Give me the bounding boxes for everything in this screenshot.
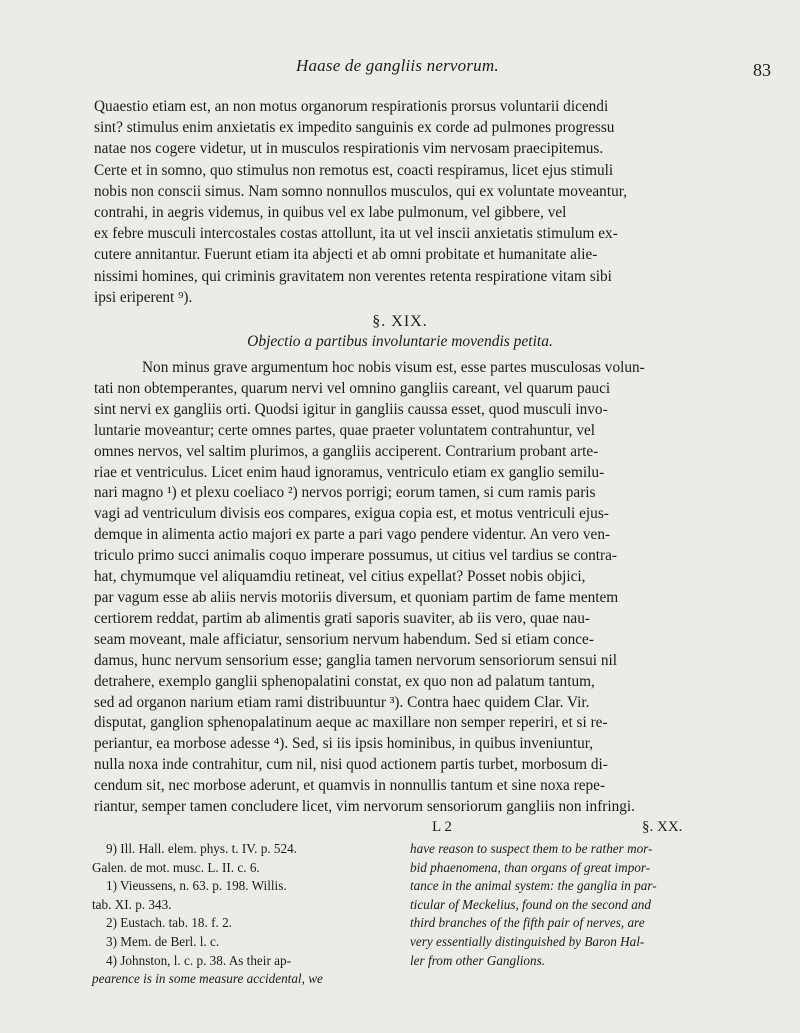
- text-line: hat, chymumque vel aliquamdiu retineat, vel citius expellat? Posset nobis objici,: [94, 568, 586, 586]
- footnote-line: very essentially distinguished by Baron Hal-: [410, 933, 645, 949]
- text-line: omnes nervos, vel saltim plurimos, a gangliis acciperent. Contrarium probant arte-: [94, 442, 599, 460]
- footnote-line: ler from other Ganglions.: [410, 952, 546, 968]
- footnote-line: 3) Mem. de Berl. l. c.: [106, 933, 220, 949]
- text-line: sed ad organon narium etiam rami distribuuntur ³). Contra haec quidem Clar. Vir.: [94, 693, 590, 711]
- text-line: luntarie moveantur; certe omnes partes, quae praeter voluntatem contrahuntur, vel: [94, 421, 596, 439]
- text-line: nulla noxa inde contrahitur, cum nil, nisi quod actionem partis turbet, morbosum di-: [94, 756, 608, 774]
- footnotes-right-column: [410, 840, 732, 970]
- footnote-line: pearence is in some measure accidental, we: [92, 971, 323, 987]
- text-line: ex febre musculi intercostales costas attollunt, ita ut vel inscii anxietatis stimulum ex-: [94, 225, 618, 243]
- text-line: tati non obtemperantes, quarum nervi vel omnino gangliis careant, vel quarum pauci: [94, 379, 611, 397]
- footnote-line: 4) Johnston, l. c. p. 38. As their ap-: [106, 952, 291, 968]
- page-number: 83: [753, 60, 771, 80]
- footnote-line: ticular of Meckelius, found on the second and: [410, 896, 651, 912]
- paragraph-2: [94, 358, 726, 818]
- text-line: certiorem reddat, partim ab alimentis grati saporis suaviter, ab iis vero, quae nau-: [94, 609, 590, 627]
- text-line: nissimi homines, qui criminis gravitatem non verentes retenta respiratione vitam sibi: [94, 267, 612, 285]
- text-line: detrahere, exemplo ganglii sphenopalatini constat, ex quo non ad palatum tantum,: [94, 672, 595, 690]
- text-line: contrahi, in aegris videmus, in quibus vel ex labe pulmonum, vel gibbere, vel: [94, 204, 567, 222]
- text-line: ipsi eriperent ⁹).: [94, 288, 193, 306]
- signature-mark: L 2: [432, 819, 452, 835]
- text-line: damus, hunc nervum sensorium esse; ganglia tamen nervorum sensoriorum sensui nil: [94, 651, 617, 669]
- text-line: demque in alimenta actio majori ex parte a pari vago pendere videntur. An vero ven-: [94, 526, 611, 544]
- text-line: Quaestio etiam est, an non motus organorum respirationis prorsus voluntarii dicendi: [94, 98, 609, 115]
- text-line: nari magno ¹) et plexu coeliaco ²) nervos porrigi; eorum tamen, si cum ramis paris: [94, 484, 596, 502]
- footnote-line: tance in the animal system: the ganglia in par-: [410, 878, 657, 894]
- text-line: natae nos cogere videtur, ut in musculos respirationis vim nervosam praecipitemus.: [94, 140, 604, 158]
- text-line: seam moveant, male afficiatur, sensorium nervum habendum. Sed si etiam conce-: [94, 630, 594, 648]
- section-number: §. XIX.: [372, 313, 428, 330]
- text-line: nobis non conscii simus. Nam somno nonnullos musculos, qui ex voluntate moveantur,: [94, 182, 628, 200]
- catchwords: [0, 817, 800, 841]
- section-title: Objectio a partibus involuntarie movendis petita.: [247, 333, 553, 350]
- footnote-line: Galen. de mot. musc. L. II. c. 6.: [92, 859, 260, 875]
- text-line: cutere annitantur. Fuerunt etiam ita abjecti et ab omni probitate et humanitate alie-: [94, 246, 598, 264]
- paragraph-1: [94, 96, 726, 308]
- footnotes-left-column: [92, 840, 410, 989]
- text-line: periantur, ea morbose adesse ⁴). Sed, si iis ipsis hominibus, in quibus inveniuntur,: [94, 735, 594, 753]
- running-head: [0, 52, 800, 80]
- text-line: par vagum esse ab aliis nervis motoriis diversum, et quoniam partim de fame mentem: [94, 588, 619, 606]
- footnote-line: tab. XI. p. 343.: [92, 896, 172, 912]
- text-line: sint? stimulus enim anxietatis ex impedito sanguinis ex corde ad pulmones progressu: [94, 119, 615, 137]
- running-title: Haase de gangliis nervorum.: [296, 56, 499, 75]
- footnote-line: bid phaenomena, than organs of great impor-: [410, 859, 651, 875]
- text-line: Non minus grave argumentum hoc nobis visum est, esse partes musculosas volun-: [142, 359, 645, 376]
- text-line: triculo primo succi animalis coquo imperare possumus, ut citius vel tardius se contra-: [94, 547, 617, 565]
- text-line: sint nervi ex gangliis orti. Quodsi igitur in gangliis caussa esset, quod musculi invo-: [94, 400, 608, 418]
- text-line: vagi ad ventriculum divisis eos compares, exigua copia est, et motus ventriculi ejus-: [94, 505, 609, 523]
- text-line: riae et ventriculus. Licet enim haud ignoramus, ventriculo etiam ex ganglio semilu-: [94, 463, 605, 481]
- text-line: riantur, semper tamen concludere licet, vim nervorum sensoriorum gangliis non infringi.: [94, 798, 636, 816]
- text-line: cendum sit, nec morbose aderunt, et quamvis in nonnullis tantum et sine noxa repe-: [94, 777, 606, 795]
- text-line: Certe et in somno, quo stimulus non remotus est, coacti respiramus, licet ejus stimuli: [94, 161, 614, 179]
- text-line: disputat, ganglion sphenopalatinum aeque ac maxillare non semper reperiri, et si re-: [94, 714, 608, 732]
- footnote-line: third branches of the fifth pair of nerves, are: [410, 915, 645, 931]
- footnote-line: 9) Ill. Hall. elem. phys. t. IV. p. 524.: [106, 841, 297, 856]
- footnote-line: have reason to suspect them to be rather mor-: [410, 841, 653, 856]
- footnote-line: 2) Eustach. tab. 18. f. 2.: [106, 915, 232, 931]
- catchword: §. XX.: [642, 819, 683, 835]
- footnote-line: 1) Vieussens, n. 63. p. 198. Willis.: [106, 878, 287, 894]
